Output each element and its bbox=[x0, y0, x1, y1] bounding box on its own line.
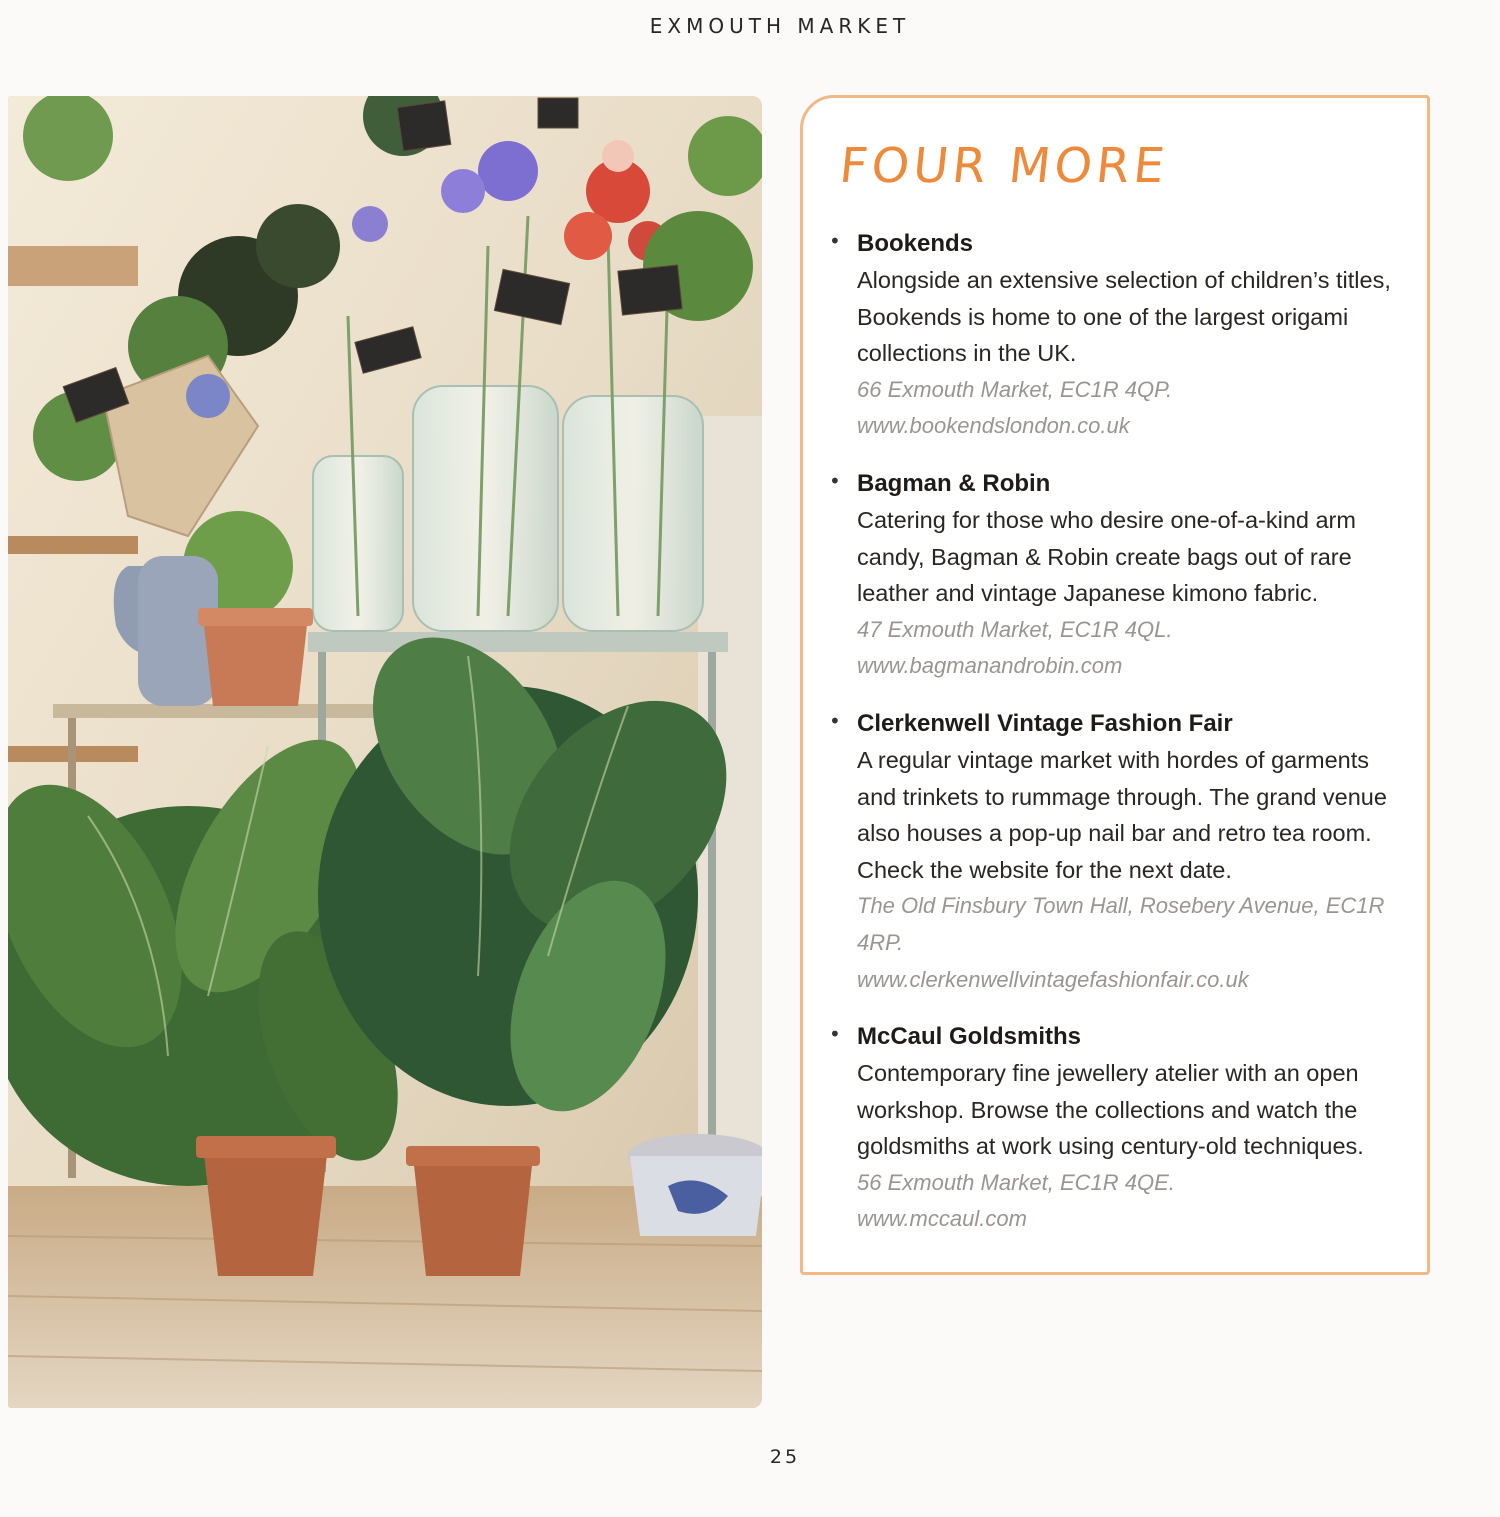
running-title: EXMOUTH MARKET bbox=[649, 14, 911, 38]
page-number: 25 bbox=[769, 1446, 801, 1468]
venue-address: 56 Exmouth Market, EC1R 4QE. bbox=[857, 1169, 1175, 1195]
sidebar-title: FOUR MORE bbox=[837, 138, 1171, 194]
venue-name: Clerkenwell Vintage Fashion Fair bbox=[857, 709, 1233, 737]
venue-website-link[interactable]: www.mccaul.com bbox=[857, 1206, 1027, 1232]
flower-shop-photo bbox=[8, 96, 762, 1408]
venue-name: Bagman & Robin bbox=[857, 469, 1051, 497]
venue-website-link[interactable]: www.bagmanandrobin.com bbox=[857, 653, 1123, 679]
venue-website-link[interactable]: www.clerkenwellvintagefashionfair.co.uk bbox=[857, 966, 1249, 992]
venue-website-link[interactable]: www.bookendslondon.co.uk bbox=[857, 413, 1130, 439]
list-item bbox=[829, 706, 1409, 998]
four-more-sidebar bbox=[800, 95, 1430, 1275]
venue-description: Contemporary fine jewellery atelier with an open workshop. Browse the collections and watch the goldsmiths at work using century-old techniques. bbox=[857, 1060, 1364, 1160]
venue-name: McCaul Goldsmiths bbox=[857, 1023, 1082, 1051]
bullet-icon: • bbox=[829, 708, 841, 733]
venue-description: Catering for those who desire one-of-a-kind arm candy, Bagman & Robin create bags out of rare leather and vintage Japanese kimono fabric. bbox=[857, 506, 1356, 607]
venue-name: Bookends bbox=[857, 230, 974, 257]
venue-list bbox=[829, 226, 1409, 1259]
venue-address: The Old Finsbury Town Hall, Rosebery Avenue, EC1R 4RP. bbox=[857, 893, 1385, 955]
list-item bbox=[829, 226, 1409, 445]
bullet-icon: • bbox=[829, 1022, 841, 1047]
venue-address: 47 Exmouth Market, EC1R 4QL. bbox=[857, 616, 1173, 642]
list-item bbox=[829, 1019, 1409, 1238]
venue-address: 66 Exmouth Market, EC1R 4QP. bbox=[857, 376, 1173, 402]
bullet-icon: • bbox=[829, 468, 841, 493]
venue-description: A regular vintage market with hordes of garments and trinkets to rummage through. The grand venue also houses a pop-up nail bar and retro tea room. Check the website for the next date. bbox=[857, 746, 1387, 883]
bullet-icon: • bbox=[829, 229, 841, 253]
venue-description: Alongside an extensive selection of children’s titles, Bookends is home to one of the largest origami collections in the UK. bbox=[857, 267, 1391, 367]
list-item bbox=[829, 466, 1409, 685]
